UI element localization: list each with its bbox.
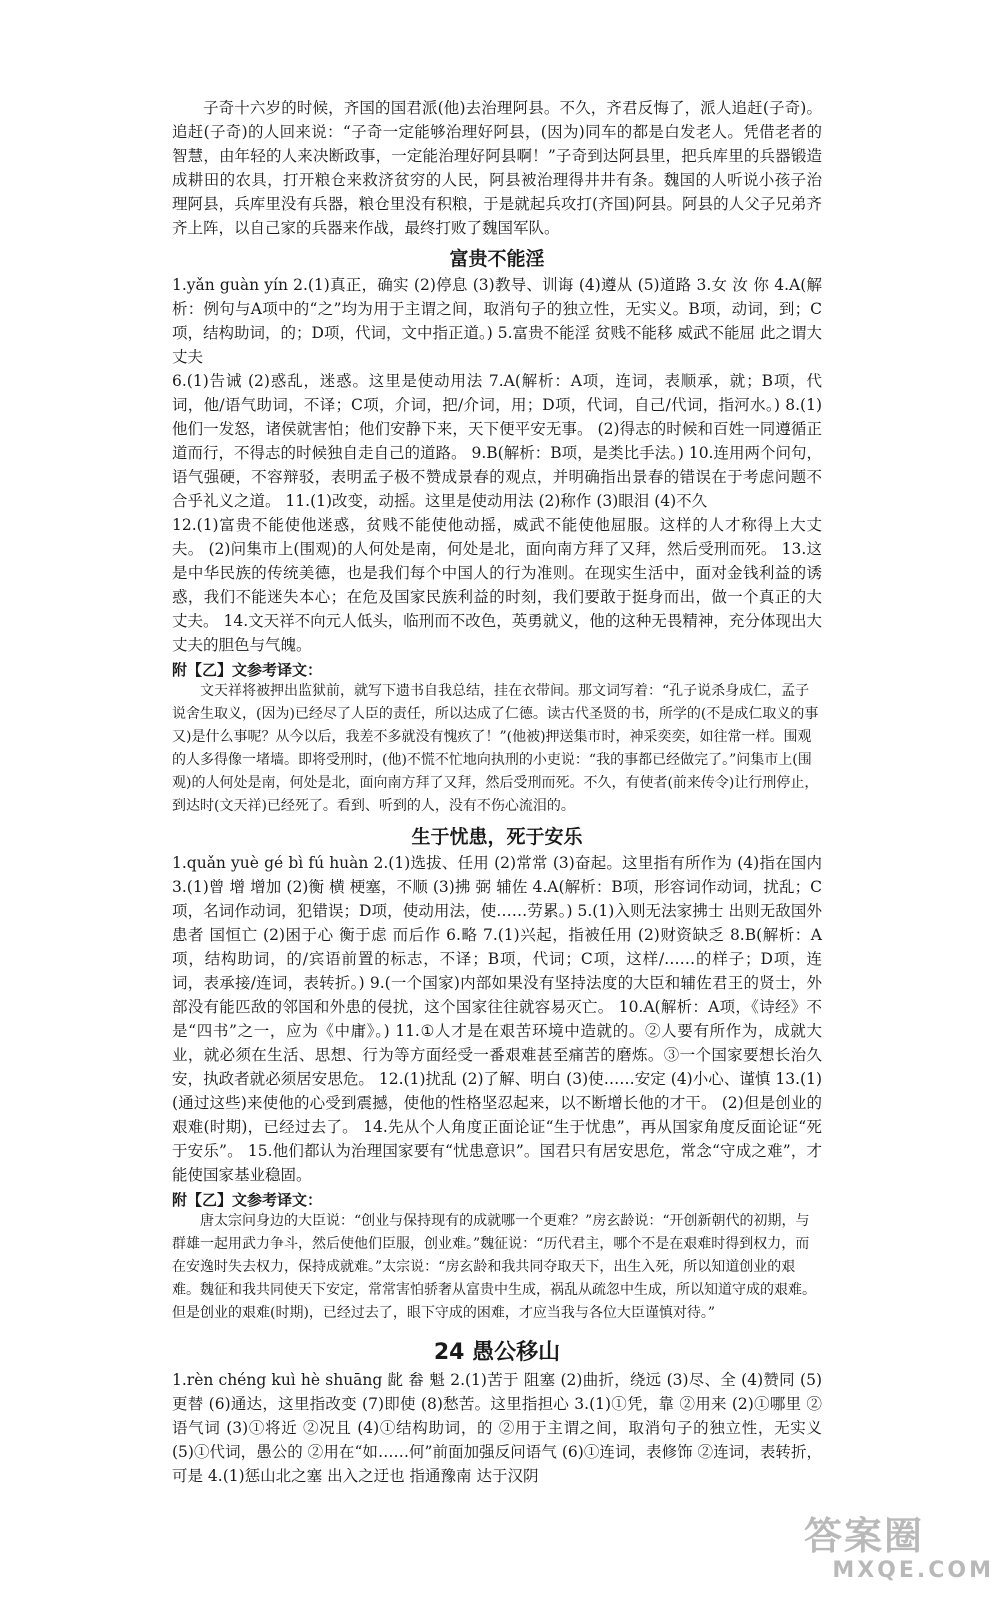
section1-answers-2: 6.(1)告诫 (2)惑乱，迷惑。这里是使动用法 7.A(解析：A项，连词，表顺承，就；B项，代词，他/语气助词，不译；C项，介词，把/介词，用；D项，代词，自己/代词，指河水。) 8.(1)他们一发怒，诸侯就害怕；他们安静下来，天下便平安无事。 (2)得志的时候和百姓一同遵循正道而行，不得志的时候独自走自己的道路。 9.B(解析：B项，是类比手法。) 10.连用两个问句，语气强硬，不容辩驳，表明孟子极不赞成景春的观点，并明确指出景春的错误在于考虑问题不合乎礼义之道。 11.(1)改变，动摇。这里是使动用法 (2)称作 (3)眼泪 (4)不久 [172, 372, 822, 510]
section1-answers-1: 1.yǎn guàn yín 2.(1)真正，确实 (2)停息 (3)教导、训诲 (4)遵从 (5)道路 3.女 汝 你 4.A(解析：例句与A项中的“之”均为用于主谓之间，取消句子的独立性，无实义。B项，动词，到；C项，结构助词，的；D项，代词，文中指正道。) 5.富贵不能淫 贫贱不能移 威武不能屈 此之谓大丈夫 [172, 276, 822, 366]
watermark-url: MXQE.COM [832, 1558, 994, 1583]
section1-answers-3: 12.(1)富贵不能使他迷惑，贫贱不能使他动摇，威武不能使他屈服。这样的人才称得上大丈夫。 (2)问集市上(围观)的人何处是南，何处是北，面向南方拜了又拜，然后受刑而死。 13.这是中华民族的传统美德，也是我们每个中国人的行为准则。在现实生活中，面对金钱利益的诱惑，我们不能迷失本心；在危及国家民族利益的时刻，我们要敢于挺身而出，做一个真正的大丈夫。 14.文天祥不向元人低头，临刑而不改色，英勇就义，他的这种无畏精神，充分体现出大丈夫的胆色与气魄。 [172, 516, 822, 654]
section1-appendix-text: 文天祥将被押出监狱前，就写下遗书自我总结，挂在衣带间。那文词写着：“孔子说杀身成仁，孟子说舍生取义，(因为)已经尽了人臣的责任，所以达成了仁德。读古代圣贤的书，所学的(不是成仁取义的事又)是什么事呢？从今以后，我差不多就没有愧疚了！”(他被)押送集市时，神采奕奕，如往常一样。围观的人多得像一堵墙。即将受刑时，(他)不慌不忙地向执刑的小吏说：“我的事都已经做完了。”问集市上(围观)的人何处是南，何处是北，面向南方拜了又拜，然后受刑而死。不久，有使者(前来传令)让行刑停止，到达时(文天祥)已经死了。看到、听到的人，没有不伤心流泪的。 [172, 683, 819, 814]
section3-answers: 1.rèn chéng kuì hè shuāng 龀 畚 魁 2.(1)苦于 阻塞 (2)曲折，绕远 (3)尽、全 (4)赞同 (5)更替 (6)通达，这里指改变 (7)即使 (8)愁苦。这里指担心 3.(1)①凭，靠 ②用来 (2)①哪里 ②语气词 (3)①将近 ②况且 (4)①结构助词，的 ②用于主谓之间，取消句子的独立性，无实义 (5)①代词，愚公的 ②用在“如……何”前面加强反问语气 (6)①连词，表修饰 ②连词，表转折，可是 4.(1)惩山北之塞 出入之迂也 指通豫南 达于汉阴 [172, 1371, 822, 1485]
section-title-yugong: 24 愚公移山 [433, 1340, 561, 1365]
answer-page [172, 96, 822, 1488]
section2-appendix-text: 唐太宗问身边的大臣说：“创业与保持现有的成就哪一个更难？”房玄龄说：“开创新朝代的初期，与群雄一起用武力争斗，然后使他们臣服，创业难。”魏征说：“历代君主，哪个不是在艰难时得到权力，而在安逸时失去权力，保持成就难。”太宗说：“房玄龄和我共同夺取天下，出生入死，所以知道创业的艰难。魏征和我共同使天下安定，常常害怕骄奢从富贵中生成，祸乱从疏忽中生成，所以知道守成的艰难。但是创业的艰难(时期)，已经过去了，眼下守成的困难，才应当我与各位大臣谨慎对待。” [172, 1213, 816, 1321]
section-title-shengyu: 生于忧患，死于安乐 [411, 826, 583, 848]
intro-translation: 子奇十六岁的时候，齐国的国君派(他)去治理阿县。不久，齐君反悔了，派人追赶(子奇)。追赶(子奇)的人回来说：“子奇一定能够治理好阿县，(因为)同车的都是白发老人。凭借老者的智慧，由年轻的人来决断政事，一定能治理好阿县啊！”子奇到达阿县里，把兵库里的兵器锻造成耕田的农具，打开粮仓来救济贫穷的人民，阿县被治理得井井有条。魏国的人听说小孩子治理阿县，兵库里没有兵器，粮仓里没有积粮，于是就起兵攻打(齐国)阿县。阿县的人父子兄弟齐齐上阵，以自己家的兵器来作战，最终打败了魏国军队。 [172, 99, 822, 237]
section1-appendix-title: 附【乙】文参考译文： [172, 661, 323, 679]
site-watermark [804, 1514, 994, 1588]
section-title-fugui: 富贵不能淫 [449, 248, 545, 270]
section2-answers: 1.quǎn yuè gé bì fú huàn 2.(1)选拔、任用 (2)常常 (3)奋起。这里指有所作为 (4)指在国内 3.(1)曾 增 增加 (2)衡 横 梗塞，不顺 (3)拂 弼 辅佐 4.A(解析：B项，形容词作动词，扰乱；C项，名词作动词，犯错误；D项，使动用法，使……劳累。) 5.(1)入则无法家拂士 出则无敌国外患者 国恒亡 (2)困于心 衡于虑 而后作 6.略 7.(1)兴起，指被任用 (2)财资缺乏 8.B(解析：A项，结构助词，的/宾语前置的标志，不译；B项，代词；C项，这样/……的样子；D项，连词，表承接/连词，表转折。) 9.(一个国家)内部如果没有坚持法度的大臣和辅佐君王的贤士，外部没有能匹敌的邻国和外患的侵扰，这个国家往往就容易灭亡。 10.A(解析：A项，《诗经》不是“四书”之一，应为《中庸》。) 11.①人才是在艰苦环境中造就的。②人要有所作为，成就大业，就必须在生活、思想、行为等方面经受一番艰难甚至痛苦的磨炼。③一个国家要想长治久安，执政者就必须居安思危。 12.(1)扰乱 (2)了解、明白 (3)使……安定 (4)小心、谨慎 13.(1)(通过这些)来使他的心受到震撼，使他的性格坚忍起来，以不断增长他的才干。 (2)但是创业的艰难(时期)，已经过去了。 14.先从个人角度正面论证“生于忧患”，再从国家角度反面论证“死于安乐”。 15.他们都认为治理国家要有“忧患意识”。国君只有居安思危，常念“守成之难”，才能使国家基业稳固。 [172, 854, 822, 1184]
watermark-logo-text: 答案圈 [804, 1514, 925, 1558]
section2-appendix-title: 附【乙】文参考译文： [172, 1191, 323, 1209]
